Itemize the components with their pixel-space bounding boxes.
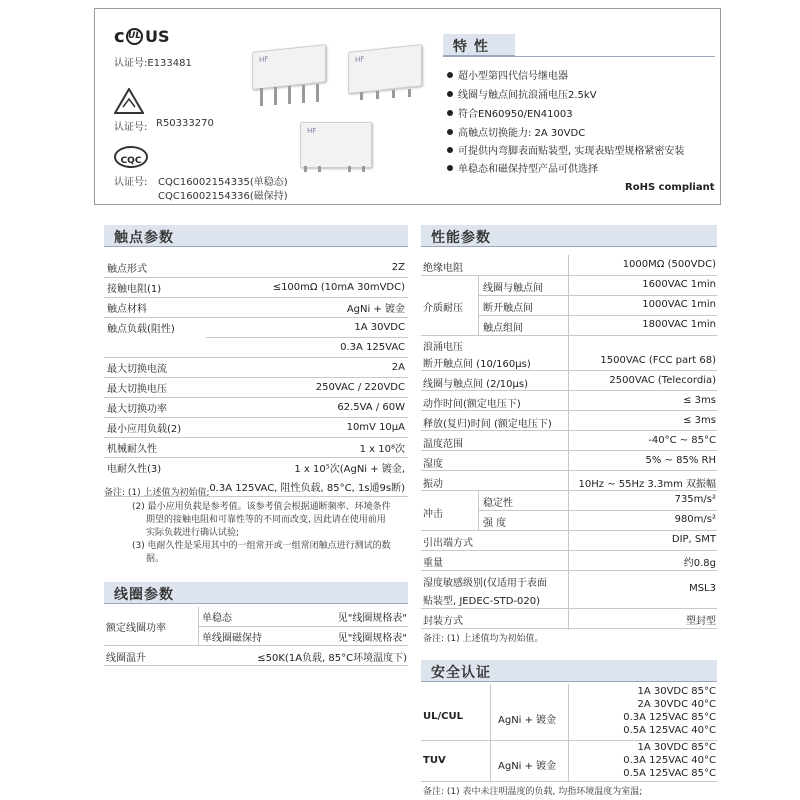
perf-row-value: ≤ 3ms [683, 415, 716, 426]
relay-pin [360, 92, 363, 100]
cqc-cert-number-2: CQC16002154336(磁保持) [158, 191, 288, 202]
safety-line [421, 740, 717, 741]
row-label: 触点形式 [104, 258, 206, 278]
perf-line [421, 335, 717, 336]
perf-row-value: -40°C ~ 85°C [648, 435, 716, 446]
row-value: 10mV 10μA [206, 418, 408, 438]
ul-circle-icon: UL [126, 28, 143, 45]
perf-line [478, 315, 717, 316]
relay-pin [304, 166, 307, 172]
perf-row-label: 引出端方式 [423, 538, 473, 549]
relay-pin [392, 90, 395, 98]
feature-item: 高触点切换能力: 2A 30VDC [447, 124, 585, 139]
performance-section-title: 性能参数 [431, 230, 491, 246]
row-label: 电耐久性(3) [107, 464, 162, 475]
safety-section-header [421, 660, 717, 682]
perf-line [421, 530, 717, 531]
row-value: 0.3A 125VAC, 阻性负载, 85°C, 1s通9s断) [206, 477, 408, 497]
shock-sub-label: 强 度 [483, 518, 507, 529]
shock-label: 冲击 [423, 509, 443, 520]
perf-row-value: 10Hz ~ 55Hz 3.3mm 双振幅 [578, 479, 716, 490]
perf-line [421, 470, 717, 471]
perf-line [421, 608, 717, 609]
cqc-cert-label: 认证号: [114, 177, 148, 188]
row-value: 1 x 10⁵次(AgNi + 镀金, [294, 464, 405, 475]
coil-section-title: 线圈参数 [114, 587, 174, 603]
perf-divider [478, 275, 479, 335]
table-row [104, 358, 408, 378]
shock-sub-label: 稳定性 [483, 498, 513, 509]
perf-line [478, 510, 717, 511]
perf-line [421, 450, 717, 451]
ul-value: 2A 30VDC 40°C [637, 699, 716, 710]
relay-pin [288, 86, 291, 104]
coil-sub2-value: 见"线圈规格表" [337, 633, 407, 644]
row-value: 2A [206, 358, 408, 378]
perf-line [421, 390, 717, 391]
perf-row-label: 温度范围 [423, 439, 463, 450]
row-label: 最大切换电压 [104, 378, 206, 398]
perf-line [421, 410, 717, 411]
tuv-value: 0.5A 125VAC 85°C [623, 768, 716, 779]
contact-note-6: 据。 [146, 554, 165, 564]
package-label: 封装方式 [423, 616, 463, 627]
perf-row-value: DIP, SMT [671, 534, 716, 545]
ul-material: AgNi + 镀金 [498, 715, 557, 726]
contact-note-3: 期望的接触电阻和可靠性等的不同而改变, 因此请在使用前用 [146, 515, 386, 525]
ul-cul-label: UL/CUL [423, 711, 463, 722]
coil-line [198, 626, 408, 627]
table-row [104, 438, 408, 458]
perf-row-value: ≤ 3ms [683, 395, 716, 406]
table-row [104, 398, 408, 418]
table-row [104, 458, 408, 478]
dielectric-sub-value: 1800VAC 1min [642, 319, 716, 330]
coil-line [104, 645, 408, 646]
rohs-compliant-label: RoHS compliant [625, 182, 715, 193]
row-label [104, 338, 206, 358]
perf-line [421, 370, 717, 371]
surge-label: 线圈与触点间 (2/10μs) [423, 379, 529, 390]
perf-row-label: 释放(复归)时间 (额定电压下) [423, 419, 552, 430]
perf-line [421, 628, 717, 629]
table-row [104, 278, 408, 298]
relay-image-smt [348, 44, 422, 94]
table-row [104, 338, 408, 358]
features-underline [443, 56, 715, 57]
relay-label: HF [259, 55, 269, 65]
contact-section-header [104, 225, 408, 247]
row-label: 最大切换电流 [104, 358, 206, 378]
row-value: ≤100mΩ (10mA 30mVDC) [206, 278, 408, 298]
perf-line [478, 295, 717, 296]
contact-note-4: 实际负载进行确认试验; [146, 528, 240, 538]
relay-image-dip [252, 44, 326, 90]
shock-sub-value: 735m/s² [674, 494, 716, 505]
surge-title: 浪涌电压 [423, 342, 463, 353]
perf-line [421, 430, 717, 431]
coil-sub1-value: 见"线圈规格表" [337, 613, 407, 624]
relay-pin [302, 85, 305, 103]
cqc-cert-number-1: CQC16002154335(单稳态) [158, 177, 288, 188]
coil-sub1-label: 单稳态 [202, 613, 232, 624]
msl-label-2: 贴装型, JEDEC-STD-020) [423, 596, 540, 607]
row-value: 2Z [206, 258, 408, 278]
ul-c-mark: c [114, 26, 125, 47]
perf-line [421, 490, 717, 491]
surge-value: 1500VAC (FCC part 68) [600, 355, 716, 366]
relay-label: HF [307, 127, 317, 135]
insulation-value: 1000MΩ (500VDC) [622, 259, 716, 270]
safety-section-title: 安全认证 [431, 665, 491, 681]
coil-line [104, 665, 408, 666]
table-row [104, 258, 408, 278]
relay-pin [316, 84, 319, 102]
relay-pin [260, 88, 263, 106]
relay-pin [408, 89, 411, 97]
row-label: 最小应用负载(2) [104, 418, 206, 438]
row-value: 1A 30VDC [206, 318, 408, 338]
tuv-material: AgNi + 镀金 [498, 761, 557, 772]
perf-row-value: 约0.8g [683, 558, 716, 569]
ul-value: 1A 30VDC 85°C [637, 686, 716, 697]
ul-value: 0.5A 125VAC 40°C [623, 725, 716, 736]
tuv-value: 1A 30VDC 85°C [637, 742, 716, 753]
relay-pin [362, 166, 365, 172]
contact-note-2: (2) 最小应用负载是参考值。该参考值会根据通断频率、环境条件 [132, 502, 391, 512]
ul-us-mark: US [145, 27, 170, 46]
safety-line [421, 781, 717, 782]
contact-note-1: 备注: (1) 上述值为初始值; [104, 488, 210, 498]
dielectric-sub-label: 触点组间 [483, 323, 523, 334]
coil-temp-label: 线圈温升 [106, 653, 146, 664]
row-value: 250VAC / 220VDC [206, 378, 408, 398]
surge-label: 断开触点间 (10/160μs) [423, 359, 531, 370]
insulation-label: 绝缘电阻 [423, 263, 463, 274]
row-label: 触点负载(阻性) [107, 324, 175, 336]
safety-divider [490, 684, 491, 781]
tuv-label: TUV [423, 755, 446, 766]
table-row [104, 418, 408, 438]
dielectric-sub-label: 线圈与触点间 [483, 283, 543, 294]
contact-table [104, 258, 408, 497]
perf-row-label: 振动 [423, 479, 443, 490]
perf-line [421, 275, 717, 276]
tuv-cert-number: R50333270 [156, 118, 214, 129]
contact-section-title: 触点参数 [114, 230, 174, 246]
coil-temp-value: ≤50K(1A负载, 85°C环境温度下) [257, 653, 407, 664]
feature-item: 超小型第四代信号继电器 [447, 67, 568, 82]
perf-row-label: 湿度 [423, 459, 443, 470]
shock-sub-value: 980m/s² [674, 514, 716, 525]
feature-item: 可提供内弯脚表面贴装型, 实现表贴型规格紧密安装 [447, 142, 684, 157]
features-header [443, 34, 515, 56]
coil-divider [198, 607, 199, 645]
row-value: 1 x 10⁸次 [206, 438, 408, 458]
perf-divider [478, 490, 479, 530]
perf-line [421, 570, 717, 571]
coil-rated-power-label: 额定线圈功率 [106, 623, 166, 634]
tuv-triangle-icon [114, 88, 144, 114]
row-label: 触点材料 [104, 298, 206, 318]
ul-logo [114, 26, 204, 48]
feature-item: 线圈与触点间抗浪涌电压2.5kV [447, 86, 597, 101]
perf-row-label: 动作时间(额定电压下) [423, 399, 521, 410]
row-value: 0.3A 125VAC [206, 338, 408, 358]
performance-section-header [421, 225, 717, 247]
relay-pin [348, 166, 351, 172]
ul-value: 0.3A 125VAC 85°C [623, 712, 716, 723]
row-label: 接触电阻(1) [104, 278, 206, 298]
cqc-logo [114, 146, 148, 168]
tuv-cert-label: 认证号: [114, 122, 148, 133]
table-row [104, 378, 408, 398]
perf-divider [568, 255, 569, 630]
contact-note-5: (3) 电耐久性是采用其中的一组常开或一组常闭触点进行测试的数 [132, 541, 391, 551]
coil-section-header [104, 582, 408, 604]
package-value: 塑封型 [686, 616, 716, 627]
ul-cert-number: 认证号:E133481 [114, 58, 192, 69]
feature-item: 符合EN60950/EN41003 [447, 105, 573, 120]
perf-line [421, 550, 717, 551]
feature-item: 单稳态和磁保持型产品可供选择 [447, 160, 598, 175]
dielectric-label: 介质耐压 [423, 303, 463, 314]
performance-note: 备注: (1) 上述值均为初始值。 [423, 634, 544, 644]
dielectric-sub-value: 1600VAC 1min [642, 279, 716, 290]
cqc-logo-text: CQC [120, 156, 142, 166]
perf-row-label: 重量 [423, 558, 443, 569]
table-row [104, 298, 408, 318]
row-value: AgNi + 镀金 [206, 298, 408, 318]
coil-sub2-label: 单线圈磁保持 [202, 633, 262, 644]
row-value: 62.5VA / 60W [206, 398, 408, 418]
dielectric-sub-label: 断开触点间 [483, 303, 533, 314]
msl-label-1: 湿度敏感级别(仅适用于表面 [423, 578, 547, 589]
msl-value: MSL3 [689, 583, 716, 594]
perf-row-value: 5% ~ 85% RH [645, 455, 716, 466]
row-label: 机械耐久性 [104, 438, 206, 458]
table-row [104, 318, 408, 338]
safety-divider [568, 684, 569, 781]
relay-pin [274, 87, 277, 105]
relay-label: HF [355, 55, 365, 65]
dielectric-sub-value: 1000VAC 1min [642, 299, 716, 310]
relay-pin [318, 166, 321, 172]
tuv-value: 0.3A 125VAC 40°C [623, 755, 716, 766]
surge-value: 2500VAC (Telecordia) [609, 375, 716, 386]
safety-note: 备注: (1) 表中未注明温度的负载, 均指环境温度为室温; [423, 787, 643, 797]
relay-pin [376, 91, 379, 99]
features-title: 特 性 [453, 39, 489, 55]
row-label: 最大切换功率 [104, 398, 206, 418]
relay-image-flat [300, 122, 372, 168]
